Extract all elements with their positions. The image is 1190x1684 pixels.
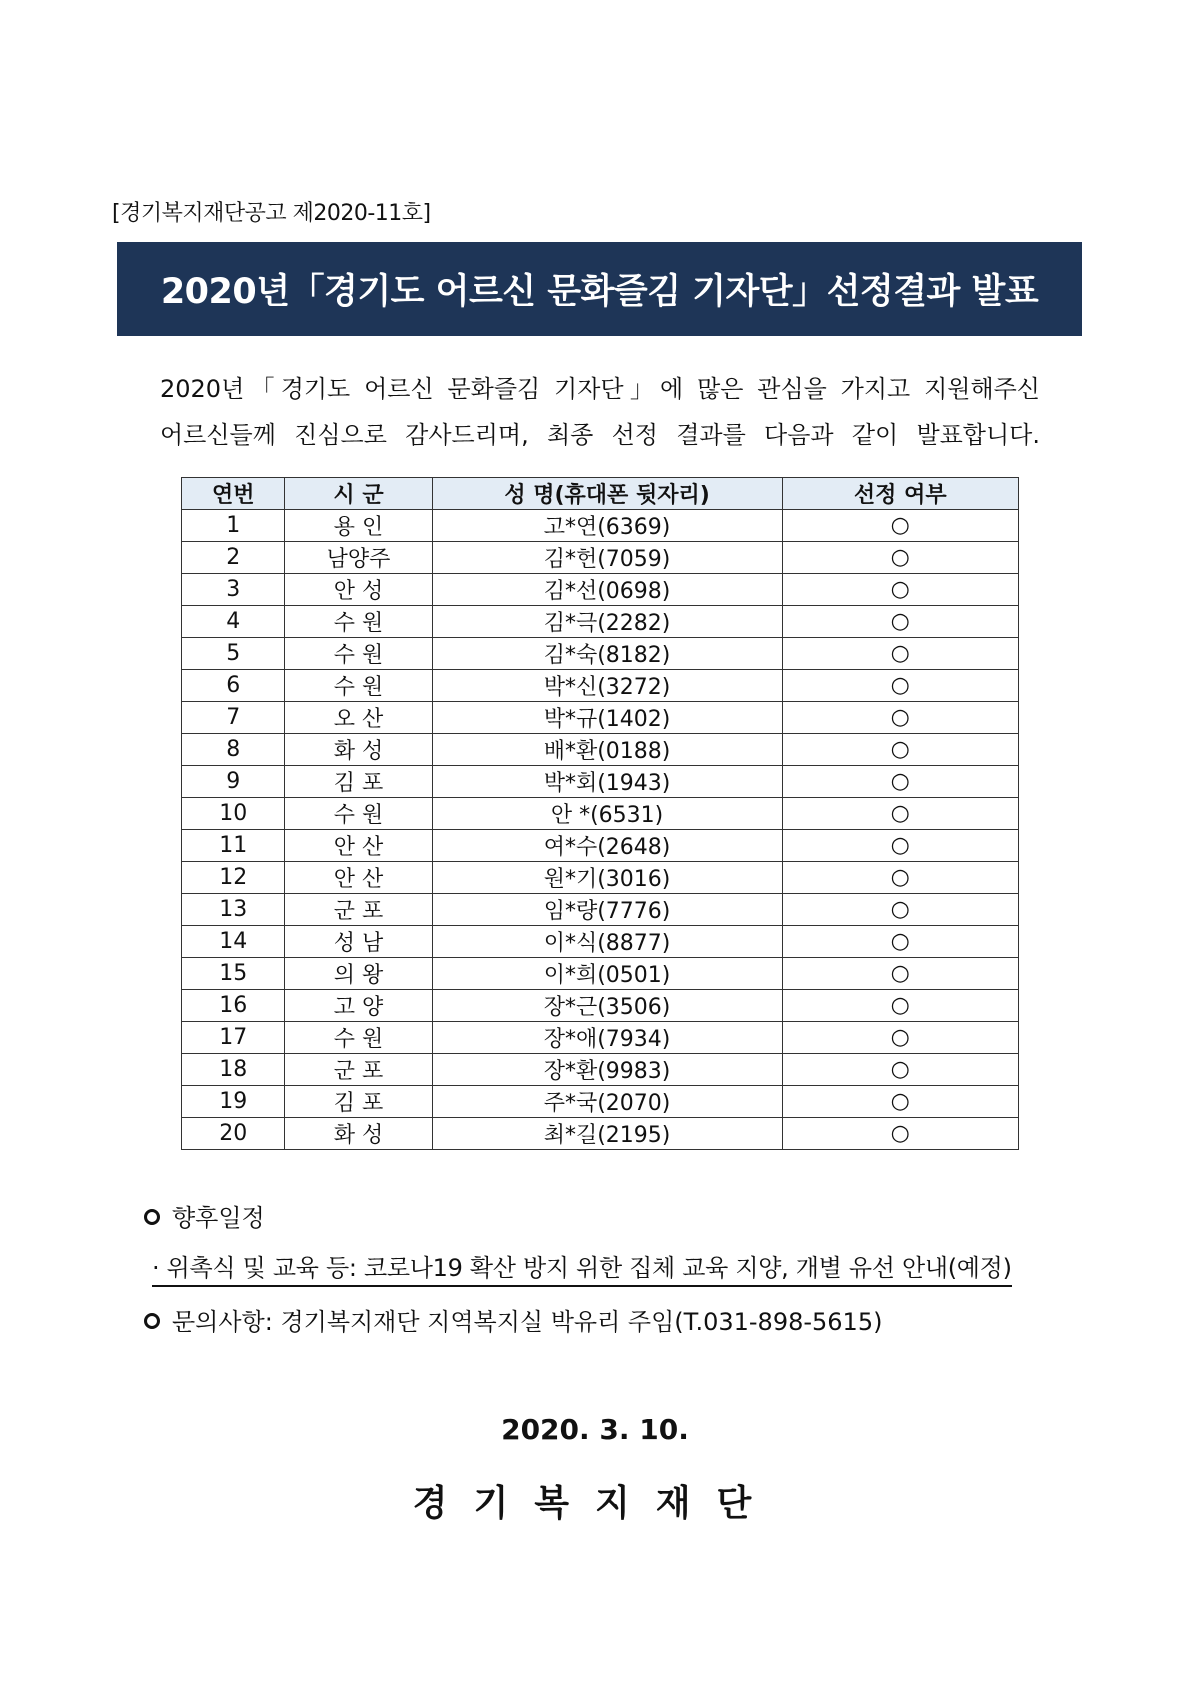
cell-selected: ○	[782, 734, 1018, 766]
cell-name: 장*환(9983)	[432, 1054, 782, 1086]
schedule-detail: · 위촉식 및 교육 등: 코로나19 확산 방지 위한 집체 교육 지양, 개별 유선 안내(예정)	[152, 1248, 1012, 1287]
table-header-row	[182, 478, 1019, 510]
page-title: 2020년「경기도 어르신 문화즐김 기자단」선정결과 발표	[160, 272, 1039, 312]
cell-no: 11	[182, 830, 285, 862]
cell-selected: ○	[782, 958, 1018, 990]
cell-city: 용 인	[285, 510, 432, 542]
results-body	[182, 510, 1019, 1150]
cell-city: 수 원	[285, 670, 432, 702]
cell-city: 수 원	[285, 1022, 432, 1054]
cell-name: 여*수(2648)	[432, 830, 782, 862]
cell-city: 화 성	[285, 734, 432, 766]
cell-selected: ○	[782, 702, 1018, 734]
cell-name: 박*규(1402)	[432, 702, 782, 734]
cell-selected: ○	[782, 766, 1018, 798]
cell-name: 이*식(8877)	[432, 926, 782, 958]
intro-line-1: 2020년「경기도 어르신 문화즐김 기자단」에 많은 관심을 가지고 지원해주신	[160, 375, 1040, 403]
cell-no: 8	[182, 734, 285, 766]
table-row	[182, 734, 1019, 766]
schedule-heading	[144, 1198, 265, 1233]
table-row	[182, 1086, 1019, 1118]
cell-selected: ○	[782, 798, 1018, 830]
cell-no: 5	[182, 638, 285, 670]
table-row	[182, 638, 1019, 670]
cell-no: 3	[182, 574, 285, 606]
cell-no: 12	[182, 862, 285, 894]
cell-city: 수 원	[285, 638, 432, 670]
schedule-heading-text: 향후일정	[172, 1204, 265, 1232]
table-row	[182, 606, 1019, 638]
cell-selected: ○	[782, 894, 1018, 926]
table-row	[182, 798, 1019, 830]
table-row	[182, 574, 1019, 606]
cell-selected: ○	[782, 1118, 1018, 1150]
cell-city: 고 양	[285, 990, 432, 1022]
cell-no: 6	[182, 670, 285, 702]
cell-no: 2	[182, 542, 285, 574]
circle-bullet-icon	[144, 1313, 160, 1329]
table-row	[182, 958, 1019, 990]
table-row	[182, 670, 1019, 702]
table-row	[182, 1054, 1019, 1086]
contact-line	[144, 1302, 882, 1337]
cell-selected: ○	[782, 926, 1018, 958]
cell-name: 원*기(3016)	[432, 862, 782, 894]
cell-selected: ○	[782, 670, 1018, 702]
cell-name: 최*길(2195)	[432, 1118, 782, 1150]
cell-no: 4	[182, 606, 285, 638]
cell-name: 이*희(0501)	[432, 958, 782, 990]
cell-no: 19	[182, 1086, 285, 1118]
cell-selected: ○	[782, 1022, 1018, 1054]
table-row	[182, 926, 1019, 958]
intro-line-2: 어르신들께 진심으로 감사드리며, 최종 선정 결과를 다음과 같이 발표합니다.	[160, 421, 1040, 449]
cell-selected: ○	[782, 1054, 1018, 1086]
cell-city: 오 산	[285, 702, 432, 734]
cell-no: 14	[182, 926, 285, 958]
cell-no: 16	[182, 990, 285, 1022]
cell-name: 김*극(2282)	[432, 606, 782, 638]
header-city: 시 군	[285, 478, 432, 510]
cell-city: 남양주	[285, 542, 432, 574]
cell-no: 15	[182, 958, 285, 990]
table-row	[182, 702, 1019, 734]
results-table	[181, 477, 1019, 1150]
header-no: 연번	[182, 478, 285, 510]
cell-name: 배*환(0188)	[432, 734, 782, 766]
cell-name: 안 *(6531)	[432, 798, 782, 830]
cell-name: 장*애(7934)	[432, 1022, 782, 1054]
cell-city: 화 성	[285, 1118, 432, 1150]
cell-city: 군 포	[285, 894, 432, 926]
cell-city: 안 산	[285, 830, 432, 862]
title-banner	[117, 242, 1082, 336]
cell-name: 김*숙(8182)	[432, 638, 782, 670]
cell-name: 김*헌(7059)	[432, 542, 782, 574]
table-row	[182, 1022, 1019, 1054]
table-row	[182, 510, 1019, 542]
cell-selected: ○	[782, 1086, 1018, 1118]
cell-selected: ○	[782, 510, 1018, 542]
notice-number: [경기복지재단공고 제2020-11호]	[112, 201, 431, 226]
table-row	[182, 1118, 1019, 1150]
cell-selected: ○	[782, 638, 1018, 670]
cell-city: 수 원	[285, 798, 432, 830]
cell-city: 안 성	[285, 574, 432, 606]
cell-city: 성 남	[285, 926, 432, 958]
table-row	[182, 766, 1019, 798]
cell-name: 주*국(2070)	[432, 1086, 782, 1118]
cell-city: 의 왕	[285, 958, 432, 990]
cell-no: 20	[182, 1118, 285, 1150]
circle-bullet-icon	[144, 1209, 160, 1225]
table-row	[182, 990, 1019, 1022]
table-row	[182, 542, 1019, 574]
cell-selected: ○	[782, 830, 1018, 862]
cell-selected: ○	[782, 990, 1018, 1022]
cell-name: 고*연(6369)	[432, 510, 782, 542]
cell-selected: ○	[782, 574, 1018, 606]
cell-city: 김 포	[285, 766, 432, 798]
cell-name: 김*선(0698)	[432, 574, 782, 606]
announcement-date: 2020. 3. 10.	[501, 1413, 689, 1446]
cell-no: 10	[182, 798, 285, 830]
header-selected: 선정 여부	[782, 478, 1018, 510]
cell-name: 박*회(1943)	[432, 766, 782, 798]
cell-city: 안 산	[285, 862, 432, 894]
header-name: 성 명(휴대폰 뒷자리)	[432, 478, 782, 510]
cell-no: 7	[182, 702, 285, 734]
cell-no: 18	[182, 1054, 285, 1086]
cell-name: 장*근(3506)	[432, 990, 782, 1022]
cell-name: 박*신(3272)	[432, 670, 782, 702]
cell-selected: ○	[782, 862, 1018, 894]
cell-name: 임*량(7776)	[432, 894, 782, 926]
cell-no: 17	[182, 1022, 285, 1054]
contact-text: 문의사항: 경기복지재단 지역복지실 박유리 주임(T.031-898-5615)	[172, 1308, 883, 1336]
table-row	[182, 830, 1019, 862]
table-row	[182, 894, 1019, 926]
cell-no: 9	[182, 766, 285, 798]
cell-no: 1	[182, 510, 285, 542]
cell-selected: ○	[782, 606, 1018, 638]
cell-selected: ○	[782, 542, 1018, 574]
organization-name: 경기복지재단	[412, 1483, 778, 1524]
cell-city: 김 포	[285, 1086, 432, 1118]
cell-city: 수 원	[285, 606, 432, 638]
table-row	[182, 862, 1019, 894]
intro-paragraph	[160, 366, 1040, 458]
cell-no: 13	[182, 894, 285, 926]
cell-city: 군 포	[285, 1054, 432, 1086]
